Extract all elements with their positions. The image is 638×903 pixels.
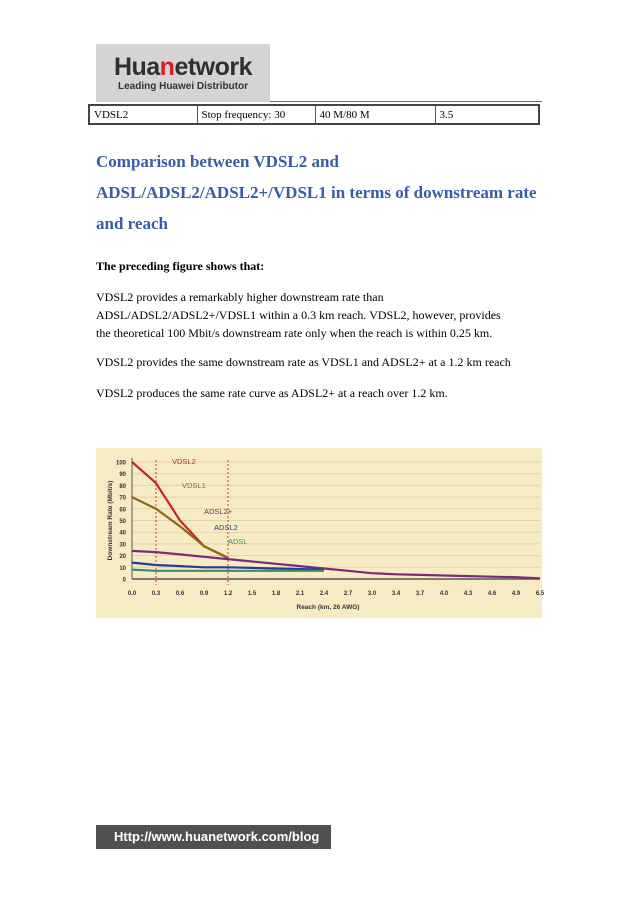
series-label: ADSL2+ — [204, 507, 233, 516]
x-tick-label: 4.9 — [511, 591, 521, 597]
series-line-adsl2plus — [132, 551, 540, 579]
table-cell: Stop frequency: 30 — [197, 105, 315, 124]
rate-reach-chart — [96, 448, 545, 618]
x-tick-label: 2.1 — [295, 591, 305, 597]
table-cell: 40 M/80 M — [315, 105, 435, 124]
y-axis-label: Downstream Rate (Mbit/s) — [107, 480, 114, 561]
table-row — [89, 105, 539, 124]
spec-table — [88, 104, 540, 125]
y-tick-label: 90 — [119, 472, 126, 479]
y-tick-label: 100 — [115, 460, 126, 467]
series-label: ADSL — [228, 537, 248, 546]
x-tick-label: 4.6 — [487, 591, 497, 597]
paragraph-2: VDSL2 provides the same downstream rate as VDSL1 and ADSL2+ at a 1.2 km reach — [96, 355, 511, 369]
y-tick-label: 60 — [119, 507, 126, 514]
x-tick-label: 1.2 — [223, 591, 233, 597]
x-tick-label: 3.7 — [415, 591, 425, 597]
table-cell: 3.5 — [435, 105, 539, 124]
y-tick-label: 40 — [119, 530, 126, 537]
heading-line: and reach — [96, 214, 168, 233]
x-tick-label: 0.3 — [151, 591, 161, 597]
x-tick-label: 3.0 — [367, 591, 377, 597]
x-tick-label: 1.5 — [247, 591, 257, 597]
x-tick-label: 0.0 — [127, 591, 137, 597]
paragraph-line: VDSL2 provides a remarkably higher downstream rate than — [96, 290, 384, 304]
x-tick-label: 3.4 — [391, 591, 401, 597]
y-tick-label: 10 — [119, 565, 126, 572]
y-tick-label: 20 — [119, 554, 126, 561]
x-tick-label: 2.4 — [319, 591, 329, 597]
table-cell: VDSL2 — [89, 105, 197, 124]
x-tick-label: 0.6 — [175, 591, 185, 597]
x-tick-label: 4.0 — [439, 591, 449, 597]
paragraph-line: ADSL/ADSL2/ADSL2+/VDSL1 within a 0.3 km reach. VDSL2, however, provides — [96, 308, 501, 322]
x-tick-label: 6.5 — [535, 591, 545, 597]
chart-svg — [96, 448, 545, 618]
paragraph-1 — [96, 288, 556, 342]
y-tick-label: 50 — [119, 519, 126, 525]
logo-tagline: Leading Huawei Distributor — [117, 81, 248, 92]
x-tick-label: 0.9 — [199, 591, 209, 597]
x-tick-label: 4.3 — [463, 591, 473, 597]
section-heading — [96, 146, 556, 239]
y-tick-label: 30 — [119, 542, 126, 549]
paragraph-line: the theoretical 100 Mbit/s downstream rate only when the reach is within 0.25 km. — [96, 326, 493, 340]
intro-text: The preceding figure shows that: — [96, 259, 265, 273]
header-rule — [270, 101, 542, 102]
heading-line: ADSL/ADSL2/ADSL2+/VDSL1 in terms of downstream rate — [96, 183, 537, 202]
series-label: ADSL2 — [214, 523, 238, 532]
y-tick-label: 0 — [122, 577, 126, 584]
logo-wordmark: Huanetwork — [113, 53, 253, 81]
x-axis-label: Reach (km, 26 AWG) — [296, 604, 360, 611]
heading-line: Comparison between VDSL2 and — [96, 152, 339, 171]
footer-url: Http://www.huanetwork.com/blog — [96, 825, 331, 849]
series-line-adsl — [132, 570, 324, 571]
y-tick-label: 70 — [119, 495, 126, 502]
x-tick-label: 2.7 — [343, 591, 353, 597]
series-label: VDSL1 — [182, 481, 206, 490]
series-label: VDSL2 — [172, 457, 196, 466]
y-tick-label: 80 — [119, 483, 126, 490]
x-tick-label: 1.8 — [271, 591, 281, 597]
company-logo — [96, 44, 270, 102]
paragraph-3: VDSL2 produces the same rate curve as ADSL2+ at a reach over 1.2 km. — [96, 386, 448, 400]
